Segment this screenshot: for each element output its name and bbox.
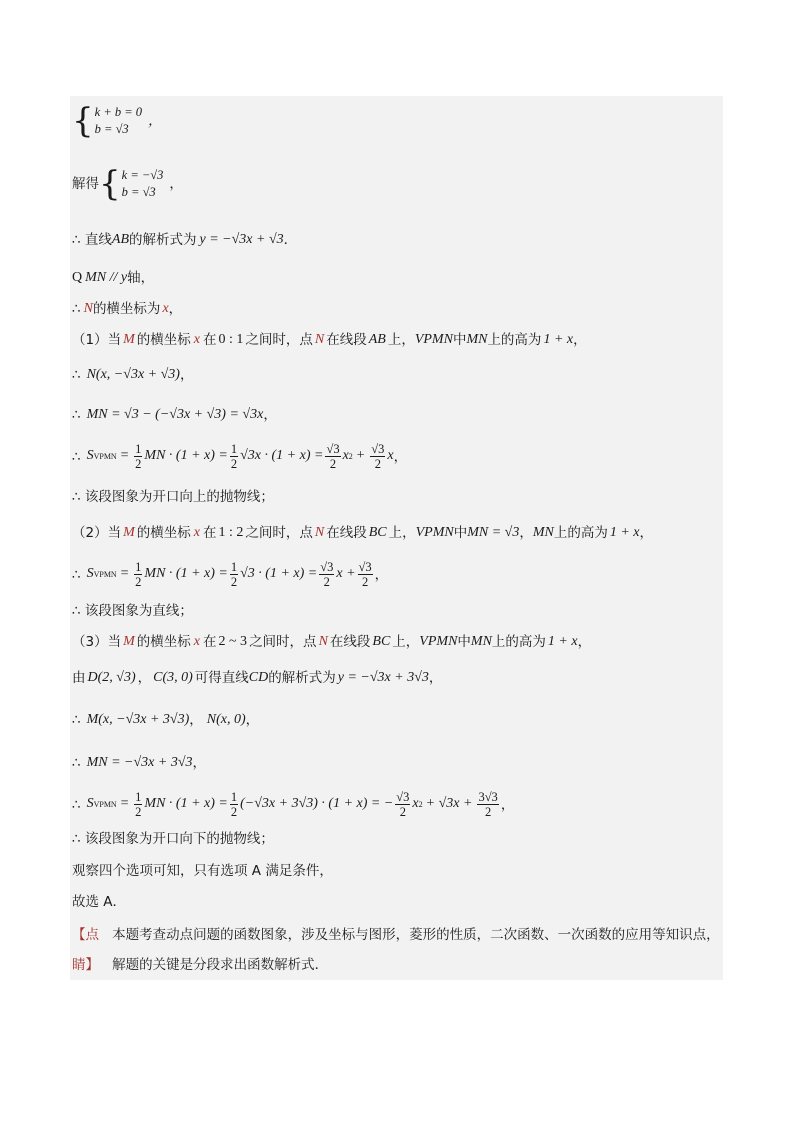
- denominator: 2: [135, 805, 142, 820]
- therefore-symbol: ∴: [72, 301, 81, 318]
- comment-text: 本题考查动点问题的函数图象，涉及坐标与图形，菱形的性质，二次函数、一次函数的应用等知识点，解题的关键是分段求出函数解析式．: [112, 927, 720, 973]
- numerator: √3: [326, 442, 340, 456]
- left-brace: {: [72, 101, 94, 141]
- numerator: 1: [230, 560, 238, 574]
- system-row-2: b = √3: [94, 122, 129, 136]
- math: 0 : 1: [218, 332, 244, 347]
- mn-points-line: [72, 712, 259, 729]
- text: 上，: [392, 634, 420, 651]
- math: 1 : 2: [218, 525, 244, 540]
- system-row-2: b = √3: [121, 185, 156, 199]
- math: =: [119, 448, 130, 464]
- text: ，: [137, 670, 152, 687]
- fraction: [230, 790, 238, 820]
- fraction: [134, 442, 142, 472]
- conclusion-3: ∴ 该段图象为开口向下的抛物线；: [72, 831, 274, 847]
- math: MN = −√3x + 3√3: [86, 755, 193, 770]
- text: 在: [202, 525, 217, 542]
- math: N: [83, 301, 93, 316]
- line-cd-equation: [72, 670, 442, 687]
- text: 的解析式为: [268, 670, 336, 687]
- line-ab-equation: [72, 232, 297, 249]
- math: VPMN: [414, 332, 453, 347]
- math: x: [162, 301, 169, 316]
- math: x: [387, 448, 394, 464]
- text: ，: [168, 301, 183, 318]
- text: 上，: [387, 332, 415, 349]
- fraction: [134, 560, 142, 590]
- numerator: √3: [371, 442, 385, 456]
- fraction: [477, 790, 498, 820]
- case-3-line: [72, 634, 591, 651]
- numerator: √3: [320, 560, 334, 574]
- because-symbol: Q: [72, 270, 83, 285]
- math: M(x, −√3x + 3√3): [86, 712, 190, 727]
- math: S: [86, 566, 94, 582]
- system-row-1: k + b = 0: [94, 105, 143, 120]
- observation-line: 观察四个选项可知，只有选项 A 满足条件，: [72, 863, 333, 879]
- solve-system-line: [72, 164, 183, 204]
- text: ，: [519, 525, 533, 542]
- fraction: [325, 442, 340, 472]
- denominator: 2: [230, 805, 238, 820]
- fraction: [230, 560, 238, 590]
- math: VPMN: [419, 634, 458, 649]
- math: BC: [368, 525, 387, 540]
- text: 中: [452, 332, 467, 349]
- math: N: [314, 332, 325, 347]
- math: + √3x +: [425, 796, 473, 812]
- mn-length-line-3: [72, 755, 206, 772]
- text: ，: [192, 755, 207, 772]
- text: （2）当: [72, 525, 122, 542]
- equation-system-1: [72, 101, 162, 141]
- math: MN: [466, 332, 488, 347]
- math: AB: [111, 232, 129, 247]
- text: ，: [263, 407, 277, 424]
- text: 中: [457, 634, 471, 651]
- math: x: [193, 634, 200, 649]
- n-coordinates-line: [72, 367, 193, 384]
- text: 的横坐标为: [92, 301, 161, 318]
- text: ，: [500, 796, 515, 813]
- numerator: 1: [135, 442, 142, 456]
- math: 1 + x: [547, 634, 578, 649]
- denominator: 2: [374, 457, 381, 472]
- subscript: VPMN: [93, 800, 117, 810]
- numerator: 1: [230, 442, 238, 456]
- numerator: 1: [135, 560, 142, 574]
- therefore-symbol: ∴: [72, 566, 81, 583]
- therefore-symbol: ∴: [72, 407, 81, 424]
- math: N: [314, 525, 325, 540]
- text: 的横坐标: [136, 634, 191, 651]
- answer-line: 故选 A．: [72, 894, 127, 910]
- case-1-line: [72, 332, 587, 349]
- text: ，: [639, 525, 654, 542]
- comma: ，: [169, 175, 183, 192]
- mn-parallel-line: [72, 270, 154, 287]
- denominator: 2: [135, 457, 142, 472]
- text: 上，: [388, 525, 416, 542]
- text: 轴，: [127, 270, 155, 287]
- text: 之间时，点: [245, 332, 313, 349]
- text: 之间时，点: [249, 634, 317, 651]
- text: 中: [453, 525, 468, 542]
- superscript: 2: [348, 452, 353, 462]
- math: CD: [248, 670, 269, 685]
- subscript: VPMN: [93, 452, 117, 462]
- math: D(2, √3): [87, 670, 136, 685]
- denominator: 2: [230, 457, 238, 472]
- math: AB: [368, 332, 386, 347]
- fraction: [358, 560, 373, 590]
- numerator: √3: [396, 790, 410, 804]
- denominator: 2: [329, 457, 337, 472]
- denominator: 2: [361, 575, 369, 590]
- fraction: [370, 442, 385, 472]
- math: 1 + x: [609, 525, 640, 540]
- math: x: [342, 448, 349, 464]
- math: S: [86, 448, 94, 464]
- conclusion-2: ∴ 该段图象为直线；: [72, 603, 193, 619]
- math: MN: [470, 634, 492, 649]
- math: MN = √3: [467, 525, 520, 540]
- text: 上的高为: [491, 634, 546, 651]
- math: N(x, −√3x + √3): [86, 367, 180, 382]
- denominator: 2: [485, 805, 492, 820]
- math: 1 + x: [543, 332, 574, 347]
- math: S: [86, 796, 94, 812]
- math: N(x, 0): [206, 712, 246, 727]
- therefore-symbol: ∴: [72, 755, 81, 772]
- text: 在: [202, 634, 217, 651]
- math: MN · (1 + x) =: [144, 796, 228, 812]
- text: ，: [245, 712, 260, 729]
- area-formula-1: [72, 442, 407, 472]
- case-2-line: [72, 525, 653, 542]
- math: C(3, 0): [153, 670, 193, 685]
- comment-paragraph: [72, 920, 724, 980]
- text: ，: [189, 712, 203, 729]
- therefore-symbol: ∴: [72, 796, 81, 813]
- system-rows: [95, 104, 142, 138]
- area-formula-2: [72, 560, 388, 590]
- text: 的解析式为: [129, 232, 197, 249]
- denominator: 2: [323, 575, 330, 590]
- text: 在线段: [326, 525, 367, 542]
- numerator: 1: [230, 790, 238, 804]
- comma: ，: [148, 112, 162, 129]
- numerator: 1: [135, 790, 142, 804]
- math: N: [318, 634, 328, 649]
- math: BC: [372, 634, 391, 649]
- math: x: [412, 796, 419, 812]
- fraction: [230, 442, 238, 472]
- text: ，: [179, 367, 194, 384]
- fraction: [319, 560, 334, 590]
- math: =: [119, 796, 130, 812]
- math: x +: [336, 566, 356, 582]
- text: 可得直线: [194, 670, 249, 687]
- math: +: [355, 448, 366, 464]
- text: ，: [577, 634, 592, 651]
- text: ，: [573, 332, 587, 349]
- math: (−√3x + 3√3) · (1 + x) = −: [240, 796, 394, 812]
- math: M: [123, 525, 135, 540]
- system-row-1: k = −√3: [121, 168, 164, 183]
- left-brace: {: [99, 164, 121, 204]
- therefore-symbol: ∴: [72, 448, 81, 465]
- math: M: [123, 332, 135, 347]
- therefore-symbol: ∴: [72, 367, 81, 384]
- denominator: 2: [230, 575, 238, 590]
- text: ，: [428, 670, 443, 687]
- text: 在: [202, 332, 217, 349]
- text: 由: [72, 670, 86, 687]
- math: x: [193, 525, 200, 540]
- text: 在线段: [329, 634, 371, 651]
- solve-label: 解得: [72, 175, 99, 192]
- math: x: [193, 332, 200, 347]
- text: ，: [374, 566, 389, 583]
- text: ∴ 直线: [72, 232, 112, 249]
- numerator: √3: [358, 560, 372, 574]
- superscript: 2: [418, 800, 423, 810]
- therefore-symbol: ∴: [72, 712, 81, 729]
- text: 上的高为: [487, 332, 542, 349]
- system-rows: [122, 167, 164, 201]
- text: ．: [283, 232, 298, 249]
- conclusion-1: ∴ 该段图象为开口向上的抛物线；: [72, 489, 274, 505]
- math: 2 ~ 3: [218, 634, 248, 649]
- math: √3 · (1 + x) =: [240, 566, 318, 582]
- math: MN: [532, 525, 554, 540]
- text: 之间时，点: [245, 525, 313, 542]
- math: MN // y: [85, 270, 128, 285]
- fraction: [395, 790, 410, 820]
- numerator: 3√3: [478, 790, 498, 804]
- math: y = −√3x + √3: [199, 232, 284, 247]
- math: y = −√3x + 3√3: [337, 670, 429, 685]
- denominator: 2: [135, 575, 142, 590]
- math: =: [119, 566, 130, 582]
- subscript: VPMN: [93, 570, 117, 580]
- text: （3）当: [72, 634, 122, 651]
- text: 在线段: [326, 332, 367, 349]
- text: 的横坐标: [136, 525, 191, 542]
- math: MN · (1 + x) =: [144, 448, 228, 464]
- math: MN · (1 + x) =: [144, 566, 228, 582]
- text: ，: [393, 448, 408, 465]
- text: （1）当: [72, 332, 122, 349]
- denominator: 2: [399, 805, 406, 820]
- text: 的横坐标: [136, 332, 191, 349]
- mn-length-line: [72, 407, 277, 424]
- math: VPMN: [415, 525, 454, 540]
- math: √3x · (1 + x) =: [240, 448, 324, 464]
- math: M: [123, 634, 135, 649]
- text: 上的高为: [553, 525, 608, 542]
- n-abscissa-line: [72, 301, 182, 318]
- math: MN = √3 − (−√3x + √3) = √3x: [86, 407, 264, 422]
- area-formula-3: [72, 790, 514, 820]
- fraction: [134, 790, 142, 820]
- comment-tag: 【点睛】: [72, 927, 99, 973]
